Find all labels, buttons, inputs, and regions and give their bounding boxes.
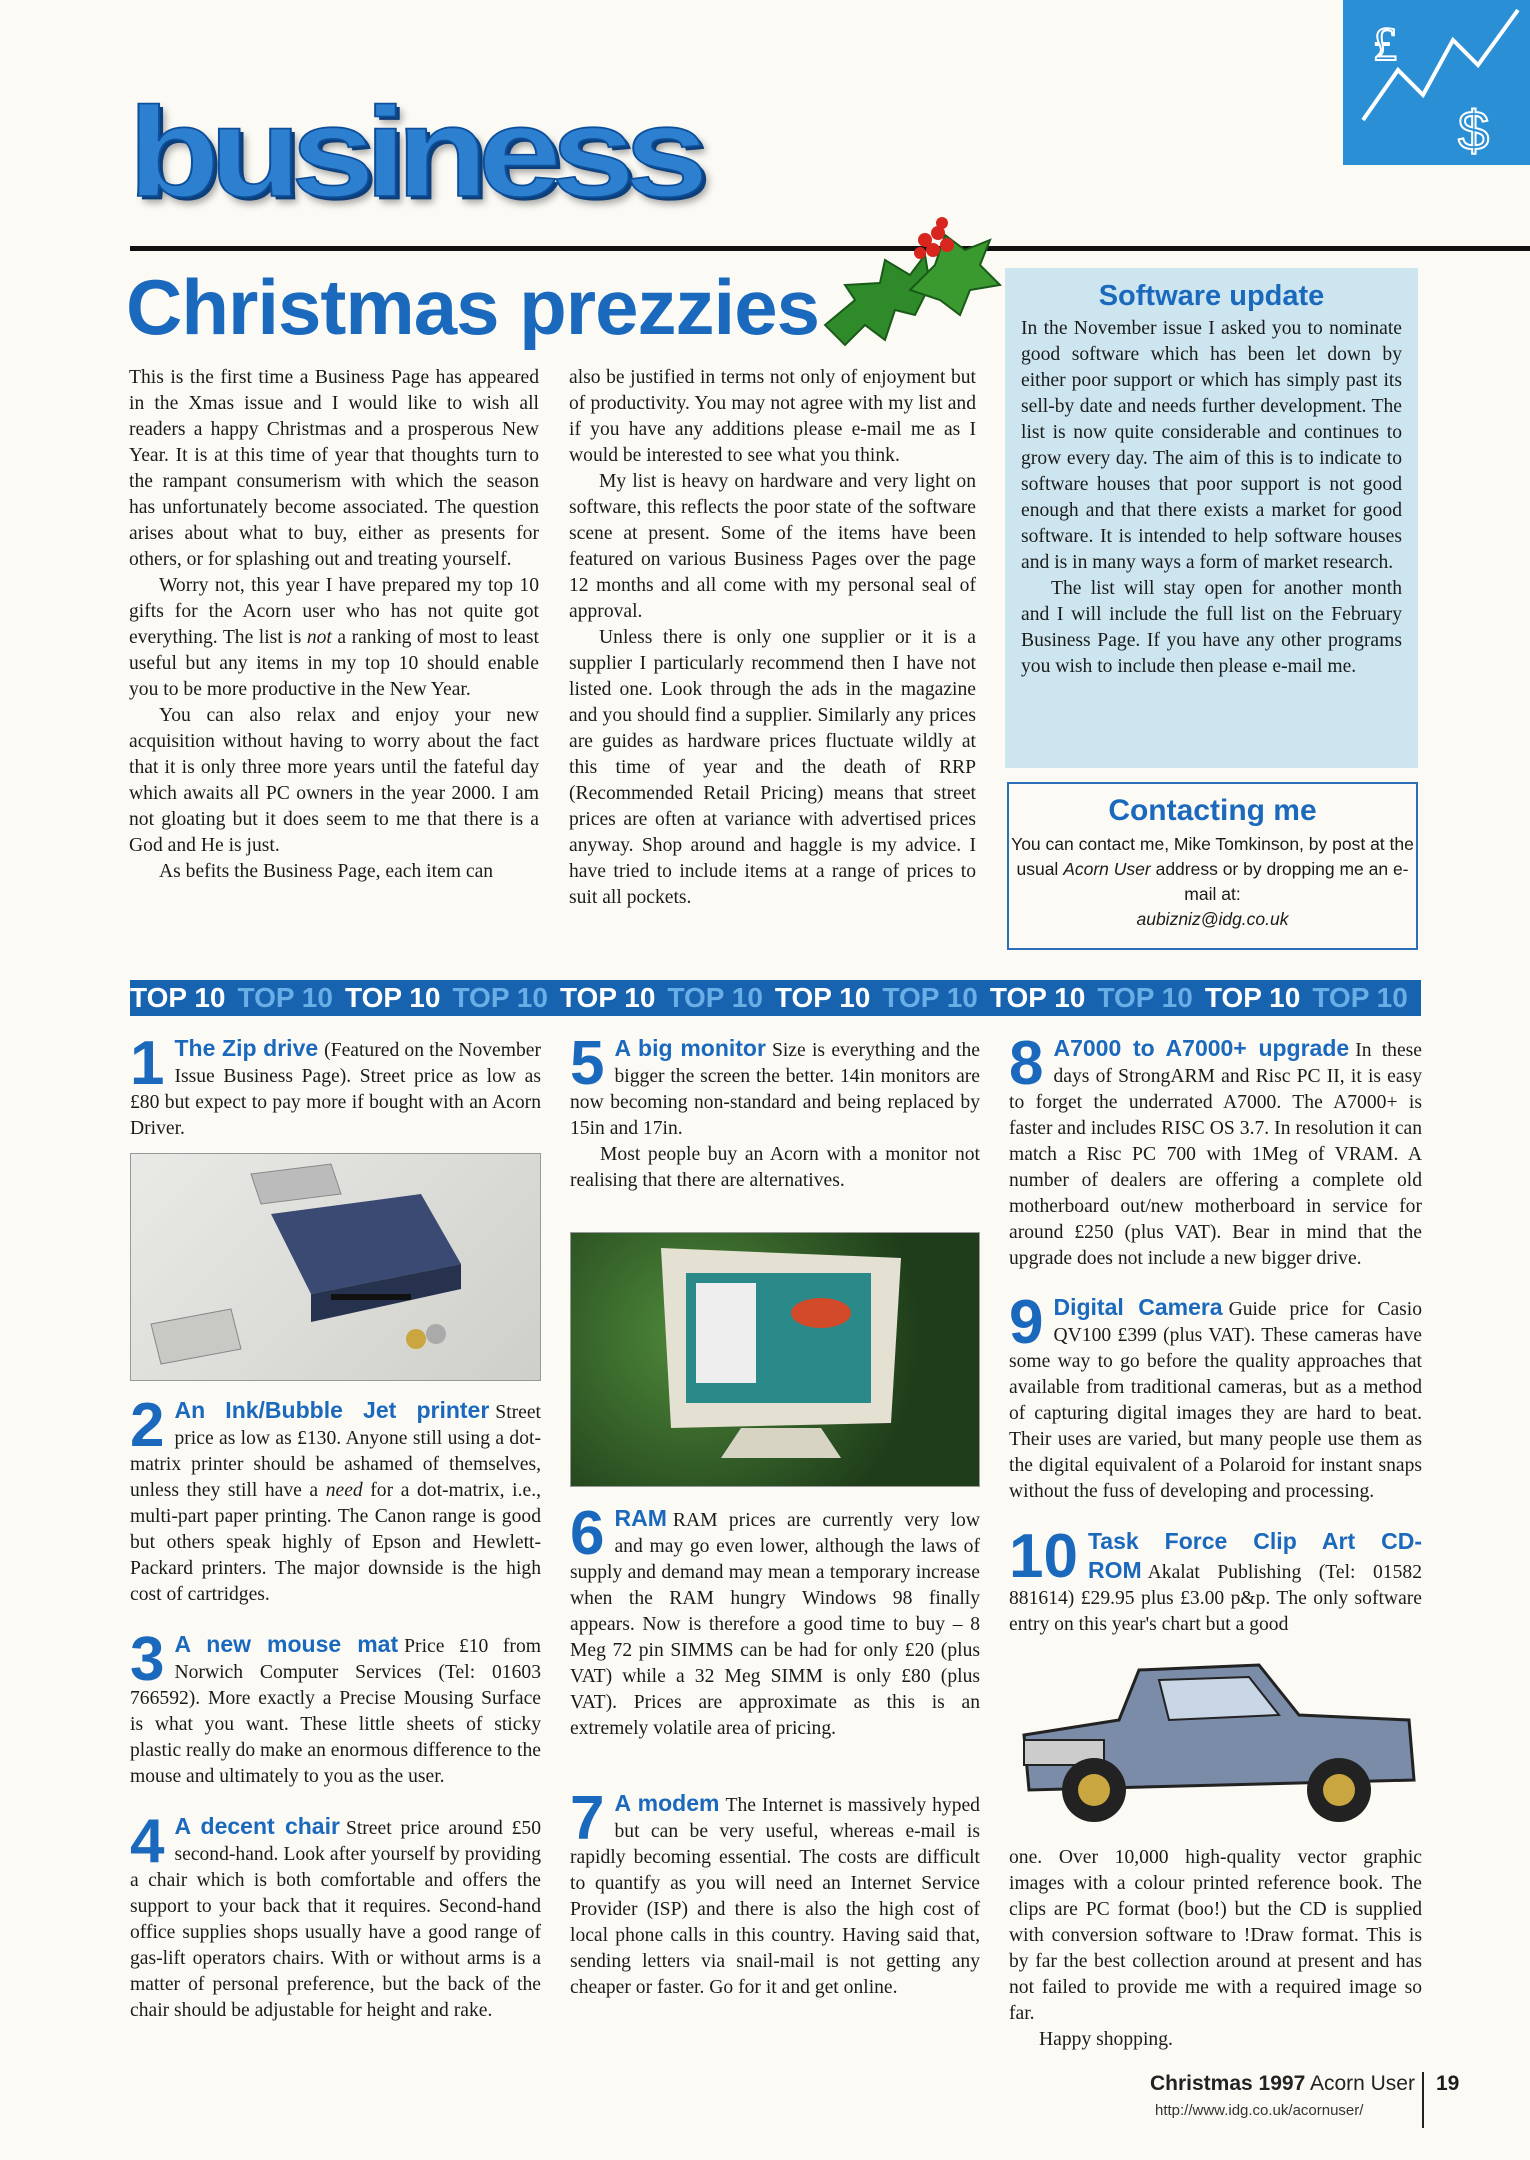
- item-heading: A modem: [614, 1790, 720, 1816]
- issue-date: Christmas 1997: [1150, 2072, 1306, 2095]
- svg-text:$: $: [1458, 99, 1490, 162]
- item-text: RAM prices are currently very low and may go even lower, although the laws of supply and demand may mean a temporary increase when the RAM hungry Windows 98 finally appears. Now is therefore a good time to buy – 8 Meg 72 pin SIMMS can be had for only £20 (plus VAT) while a 32 Meg SIMM is only £80 (plus VAT). Prices are approximate as this is an extremely volatile area of pricing.: [570, 1510, 980, 1739]
- item-text: Price £10 from Norwich Computer Services (Tel: 01603 766592). More exactly a Precise Mousing Surface is what you want. These little sheets of sticky plastic really do make an enormous difference to the mouse and ultimately to you as the user.: [130, 1636, 541, 1787]
- emphasis: not: [306, 627, 332, 648]
- zip-drive-photo: [130, 1153, 541, 1381]
- banner-label: TOP 10: [237, 982, 333, 1013]
- banner-label: TOP 10: [989, 982, 1086, 1013]
- top-10-banner: [130, 980, 1421, 1016]
- footer-url[interactable]: http://www.idg.co.uk/acornuser/: [1155, 2102, 1364, 2119]
- intro-paragraph: You can also relax and enjoy your new acquisition without having to worry about the fact that it is only three more years until the fateful day which awaits all PC owners in the year 2000. I am not gloating but it does seem to me that there is a God and He is just.: [129, 705, 539, 856]
- text: Worry not, this year I have prepared my top 10 gifts for the Acorn user who has not quite got everything. The list is: [129, 575, 539, 648]
- item-heading: A big monitor: [614, 1035, 766, 1061]
- item-heading: A7000 to A7000+ upgrade: [1053, 1035, 1350, 1061]
- list-item-8: [1009, 1029, 1422, 1272]
- emphasis: need: [325, 1480, 363, 1501]
- truck-clipart-image: [1009, 1640, 1422, 1840]
- holly-icon: [815, 205, 1005, 365]
- contact-email[interactable]: [1009, 907, 1416, 932]
- intro-paragraph: This is the first time a Business Page has appeared in the Xmas issue and I would like to wish all readers a happy Christmas and a prosperous New Year. It is at this time of year that thoughts turn to the rampant consumerism with which the season has unfortunately become associated. The question arises about what to buy, either as presents for others, or for splashing out and treating yourself.: [129, 367, 539, 570]
- banner-label: TOP 10: [452, 982, 548, 1013]
- chart-currency-icon: [1343, 0, 1530, 165]
- item-text: Akalat Publishing (Tel: 01582 881614) £29.95 plus £3.00 p&p. The only software entry on this year's chart but a good: [1009, 1562, 1422, 1635]
- item-number: 9: [1009, 1288, 1044, 1357]
- list-item-3: [130, 1625, 541, 1790]
- item-number: 8: [1009, 1029, 1044, 1098]
- item-number: 7: [570, 1784, 605, 1853]
- list-item-10-continued: [1009, 1845, 1422, 2053]
- item-number: 6: [570, 1499, 605, 1568]
- item-heading: A decent chair: [174, 1813, 340, 1839]
- text: address or by dropping me an e-mail at:: [1150, 859, 1409, 904]
- intro-column-2: [569, 365, 976, 911]
- item-number: 4: [130, 1807, 165, 1876]
- svg-text:£: £: [1373, 18, 1397, 71]
- magazine-name: Acorn User: [1063, 859, 1151, 879]
- contact-heading: Contacting me: [1108, 794, 1317, 827]
- item-number: 5: [570, 1029, 605, 1098]
- item-number: 3: [130, 1625, 165, 1694]
- list-item-9: [1009, 1288, 1423, 1505]
- item-text: The Internet is massively hyped but can be very useful, whereas e-mail is rapidly becoming essential. The costs are difficult to quantify as you will need an Internet Service Provider (ISP) and there is also the high cost of local phone calls in this country. Having said that, sending letters via snail-mail is not getting any cheaper or faster. Go for it and get online.: [570, 1795, 980, 1998]
- item-text: Most people buy an Acorn with a monitor not realising that there are alternatives.: [570, 1144, 980, 1191]
- banner-label: TOP 10: [344, 982, 441, 1013]
- text: You can contact me, Mike Tomkinson, by post at the usual: [1011, 834, 1414, 879]
- section-logo: business: [128, 80, 699, 224]
- item-text: Street price around £50 second-hand. Look after yourself by providing a chair which is both comfortable and offers the support to your back that it requires. Second-hand office supplies shops usually have a good range of gas-lift operators chairs. With or without arms is a matter of personal preference, but the back of the chair should be adjustable for height and rake.: [130, 1818, 541, 2021]
- intro-paragraph: [129, 573, 539, 703]
- text: a ranking of most to least useful but any items in my top 10 should enable you to be more productive in the New Year.: [129, 627, 539, 700]
- software-update-paragraph: The list will stay open for another month and I will include the full list on the February Business Page. If you have any other programs you wish to include then please e-mail me.: [1021, 578, 1402, 677]
- item-heading: The Zip drive: [174, 1035, 319, 1061]
- list-item-4: [130, 1807, 541, 2024]
- item-number: 1: [130, 1029, 165, 1098]
- footer-divider: [1422, 2072, 1424, 2128]
- list-item-6: [570, 1499, 980, 1742]
- intro-paragraph: also be justified in terms not only of enjoyment but of productivity. You may not agree with my list and if you have any additions please e-mail me as I would be interested to see what you think.: [569, 367, 976, 466]
- banner-label: TOP 10: [774, 982, 871, 1013]
- item-text: for a dot-matrix, i.e., multi-part paper printing. The Canon range is good but others speak highly of Epson and Hewlett-Packard printers. The major downside is the high cost of cartridges.: [130, 1480, 541, 1605]
- contact-box: [1007, 782, 1418, 950]
- banner-label: TOP 10: [130, 982, 226, 1013]
- item-text: In these days of StrongARM and Risc PC II, it is easy to forget the underrated A7000. The A7000+ is faster and includes RISC OS 3.7. In resolution it can match a Risc PC 700 with 1Meg of VRAM. A number of dealers are offering a complete old motherboard out/new motherboard in service for around £250 (plus VAT). Bear in mind that the upgrade does not include a new bigger drive.: [1009, 1040, 1422, 1269]
- item-number: 10: [1009, 1522, 1078, 1591]
- intro-column-1: [129, 365, 539, 885]
- intro-paragraph: As befits the Business Page, each item can: [159, 861, 494, 882]
- list-item-1: [130, 1029, 541, 1142]
- monitor-photo: [570, 1232, 980, 1487]
- banner-label: TOP 10: [1097, 982, 1193, 1013]
- item-number: 2: [130, 1391, 165, 1460]
- software-update-heading: Software update: [1098, 280, 1325, 312]
- item-heading: Digital Camera: [1053, 1294, 1223, 1320]
- footer-issue: [1150, 2072, 1415, 2096]
- item-text: Street price as low as £130. Anyone still using a dot-matrix printer should be ashamed of themselves, unless they still have a: [130, 1402, 541, 1501]
- intro-paragraph: My list is heavy on hardware and very light on software, this reflects the poor state of the software scene at present. Some of the items have been featured on various Business Pages over the page 12 months and all come with my personal seal of approval.: [569, 471, 976, 622]
- banner-label: TOP 10: [1204, 982, 1301, 1013]
- banner-label: TOP 10: [559, 982, 656, 1013]
- banner-label: TOP 10: [667, 982, 763, 1013]
- banner-label: TOP 10: [1312, 982, 1408, 1013]
- list-item-10: [1009, 1522, 1422, 1638]
- page-number: 19: [1436, 2072, 1460, 2095]
- item-heading: A new mouse mat: [174, 1631, 399, 1657]
- currency-graphic: [1343, 0, 1530, 165]
- signoff: Happy shopping.: [1039, 2029, 1173, 2050]
- contact-text: [1009, 832, 1416, 907]
- item-heading: An Ink/Bubble Jet printer: [174, 1397, 490, 1423]
- list-item-5: [570, 1029, 980, 1194]
- software-update-paragraph: In the November issue I asked you to nominate good software which has been let down by either poor support or which has simply past its sell-by date and needs further development. The list is now quite considerable and continues to grow every day. The aim of this is to indicate to software houses that poor support is not good enough and that there exists a market for good software. It is intended to help software houses and is in many ways a form of market research.: [1021, 318, 1402, 573]
- item-text: one. Over 10,000 high-quality vector graphic images with a colour printed reference book. The clips are PC format (boo!) but the CD is supplied with conversion software to !Draw format. This is by far the best collection around at present and has not failed to provide me with a required image so far.: [1009, 1847, 1422, 2024]
- item-heading: RAM: [614, 1505, 667, 1531]
- page-title: Christmas prezzies: [126, 263, 819, 351]
- email-link[interactable]: aubizniz@idg.co.uk: [1136, 909, 1289, 929]
- item-text: Guide price for Casio QV100 £399 (plus VAT). These cameras have some way to go before the quality approaches that available from traditional cameras, but as a method of capturing digital images they are hard to beat. Their uses are varied, but many people use them as the digital equivalent of a Polaroid for instant snaps without the fuss of developing and processing.: [1009, 1299, 1423, 1502]
- item-text: (Featured on the November Issue Business Page). Street price as low as £80 but expect to pay more if bought with an Acorn Driver.: [130, 1040, 541, 1139]
- list-item-7: [570, 1784, 980, 2001]
- banner-label: TOP 10: [882, 982, 978, 1013]
- intro-paragraph: Unless there is only one supplier or it is a supplier I particularly recommend then I have not listed one. Look through the ads in the magazine and you should find a supplier. Similarly any prices are guides as hardware prices fluctuate wildly at this time of year and the death of RRP (Recommended Retail Pricing) means that street prices are often at variance with advertised prices anyway. Shop around and haggle is my advice. I have tried to include items at a range of prices to suit all pockets.: [569, 627, 976, 908]
- item-text: Size is everything and the bigger the screen the better. 14in monitors are now becoming non-standard and being replaced by 15in and 17in.: [570, 1040, 980, 1139]
- item-heading: Task Force Clip Art CD-ROM: [1087, 1528, 1422, 1583]
- magazine-name: Acorn User: [1309, 2072, 1415, 2095]
- list-item-2: [130, 1391, 541, 1608]
- software-update-box: [1005, 268, 1418, 768]
